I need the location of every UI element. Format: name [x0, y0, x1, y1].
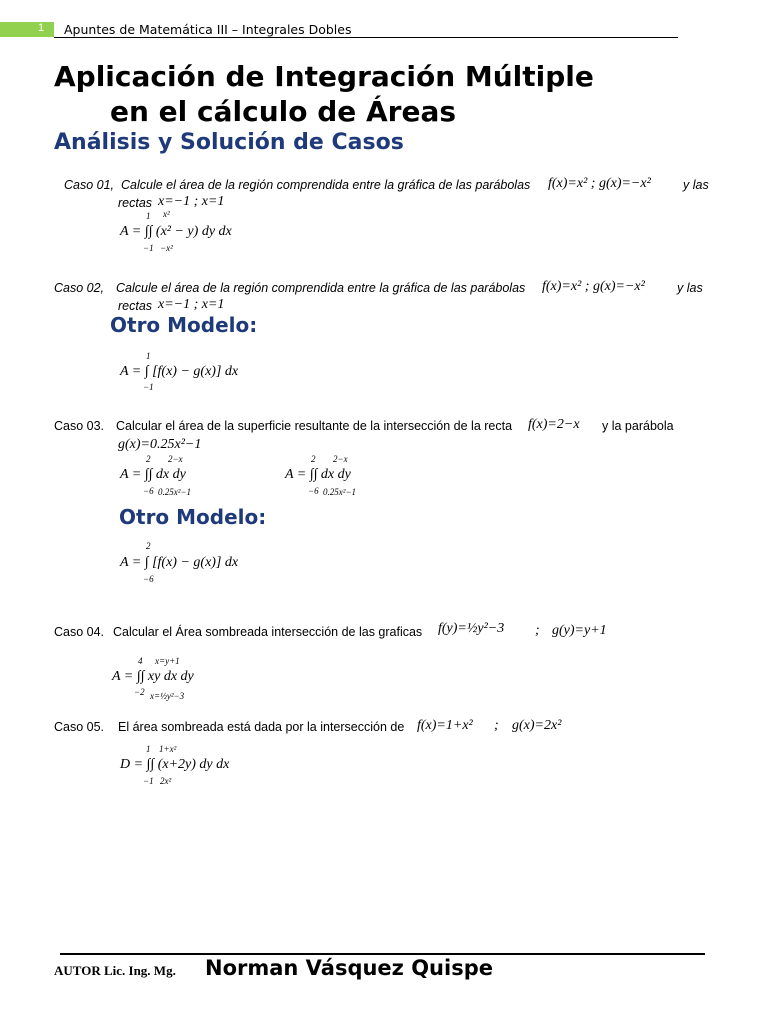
- case-04-integral: A = ∫∫ xy dx dy: [112, 669, 194, 684]
- case-01-integral: A = ∫∫ (x² − y) dy dx: [120, 224, 232, 239]
- case-02-text-line2: rectas: [118, 299, 153, 313]
- case-03-integral-b: A = ∫∫ dx dy: [285, 467, 351, 482]
- case-03-lower-outer-a: −6: [143, 486, 154, 496]
- case-01-lower-inner: −x²: [160, 243, 173, 253]
- case-05-text: El área sombreada está dada por la intersección de: [118, 720, 405, 734]
- case-03-upper-outer-b: 2: [311, 454, 316, 464]
- case-01-upper-outer: 1: [146, 211, 151, 221]
- case-01-funcs: f(x)=x² ; g(x)=−x²: [548, 176, 651, 191]
- case-05-separator: ;: [494, 718, 499, 733]
- case-03-upper-inner-a: 2−x: [168, 454, 183, 464]
- page-title-line2: en el cálculo de Áreas: [110, 95, 457, 128]
- page-number-badge: [0, 22, 54, 37]
- case-03-upper-outer-a: 2: [146, 454, 151, 464]
- case-04-separator: ;: [535, 623, 540, 638]
- case-01-upper-inner: x²: [163, 209, 170, 219]
- case-01-label: Caso 01,: [64, 178, 115, 192]
- case-02-lines: x=−1 ; x=1: [158, 297, 225, 312]
- other-model-heading-1: Otro Modelo:: [110, 313, 258, 337]
- case-04-g: g(y)=y+1: [552, 623, 607, 638]
- case-02-text-tail: y las: [677, 281, 703, 295]
- case-03-upper-inner-b: 2−x: [333, 454, 348, 464]
- case-05-lower-inner: 2x²: [160, 776, 172, 786]
- header-rule: [54, 37, 678, 38]
- case-04-lower-outer: −2: [134, 687, 145, 697]
- case-02-lower: −1: [143, 382, 154, 392]
- case-05-lower-outer: −1: [143, 776, 154, 786]
- case-03-lower-inner-a: 0.25x²−1: [158, 487, 192, 497]
- case-05-g: g(x)=2x²: [512, 718, 562, 733]
- footer-author-name: Norman Vásquez Quispe: [205, 956, 493, 980]
- case-03-model-integral: A = ∫ [f(x) − g(x)] dx: [120, 555, 239, 570]
- case-03-text: Calcular el área de la superficie resultante de la intersección de la recta: [116, 419, 513, 433]
- page-title-line1: Aplicación de Integración Múltiple: [54, 60, 594, 93]
- case-05-upper-outer: 1: [146, 744, 151, 754]
- case-02-upper: 1: [146, 351, 151, 361]
- case-03-integral-a: A = ∫∫ dx dy: [120, 467, 186, 482]
- footer-rule: [60, 953, 705, 955]
- case-04-f: f(y)=½y²−3: [438, 621, 505, 636]
- case-02-integral: A = ∫ [f(x) − g(x)] dx: [120, 364, 239, 379]
- case-04-lower-inner: x=½y²−3: [150, 691, 185, 701]
- case-01-text-tail: y las: [683, 178, 709, 192]
- case-03-text-tail: y la parábola: [602, 419, 674, 433]
- case-05-upper-inner: 1+x²: [159, 744, 177, 754]
- case-03-label: Caso 03.: [54, 419, 105, 433]
- case-02-label: Caso 02,: [54, 281, 105, 295]
- case-04-text: Calcular el Área sombreada intersección de las graficas: [113, 625, 423, 639]
- case-03-line: f(x)=2−x: [528, 417, 580, 432]
- case-03-lower-outer-b: −6: [308, 486, 319, 496]
- case-04-upper-inner: x=y+1: [155, 656, 180, 666]
- case-01-lower-outer: −1: [143, 243, 154, 253]
- case-01-text: Calcule el área de la región comprendida entre la gráfica de las parábolas: [121, 178, 531, 192]
- case-04-upper-outer: 4: [138, 656, 143, 666]
- page-subtitle: Análisis y Solución de Casos: [54, 130, 404, 155]
- case-05-integral: D = ∫∫ (x+2y) dy dx: [120, 757, 230, 772]
- case-03-parabola: g(x)=0.25x²−1: [118, 437, 202, 452]
- case-03-lower-inner-b: 0.25x²−1: [323, 487, 357, 497]
- case-01-lines: x=−1 ; x=1: [158, 194, 225, 209]
- case-05-label: Caso 05.: [54, 720, 105, 734]
- case-02-text: Calcule el área de la región comprendida entre la gráfica de las parábolas: [116, 281, 526, 295]
- case-04-label: Caso 04.: [54, 625, 105, 639]
- page-number: 1: [38, 22, 45, 34]
- case-05-f: f(x)=1+x²: [417, 718, 473, 733]
- footer-author-prefix: AUTOR Lic. Ing. Mg.: [54, 963, 176, 978]
- case-02-funcs: f(x)=x² ; g(x)=−x²: [542, 279, 645, 294]
- case-03-model-upper: 2: [146, 541, 151, 551]
- case-01-text-line2: rectas: [118, 196, 153, 210]
- other-model-heading-2: Otro Modelo:: [119, 505, 267, 529]
- header-title: Apuntes de Matemática III – Integrales Dobles: [64, 22, 352, 37]
- case-03-model-lower: −6: [143, 574, 154, 584]
